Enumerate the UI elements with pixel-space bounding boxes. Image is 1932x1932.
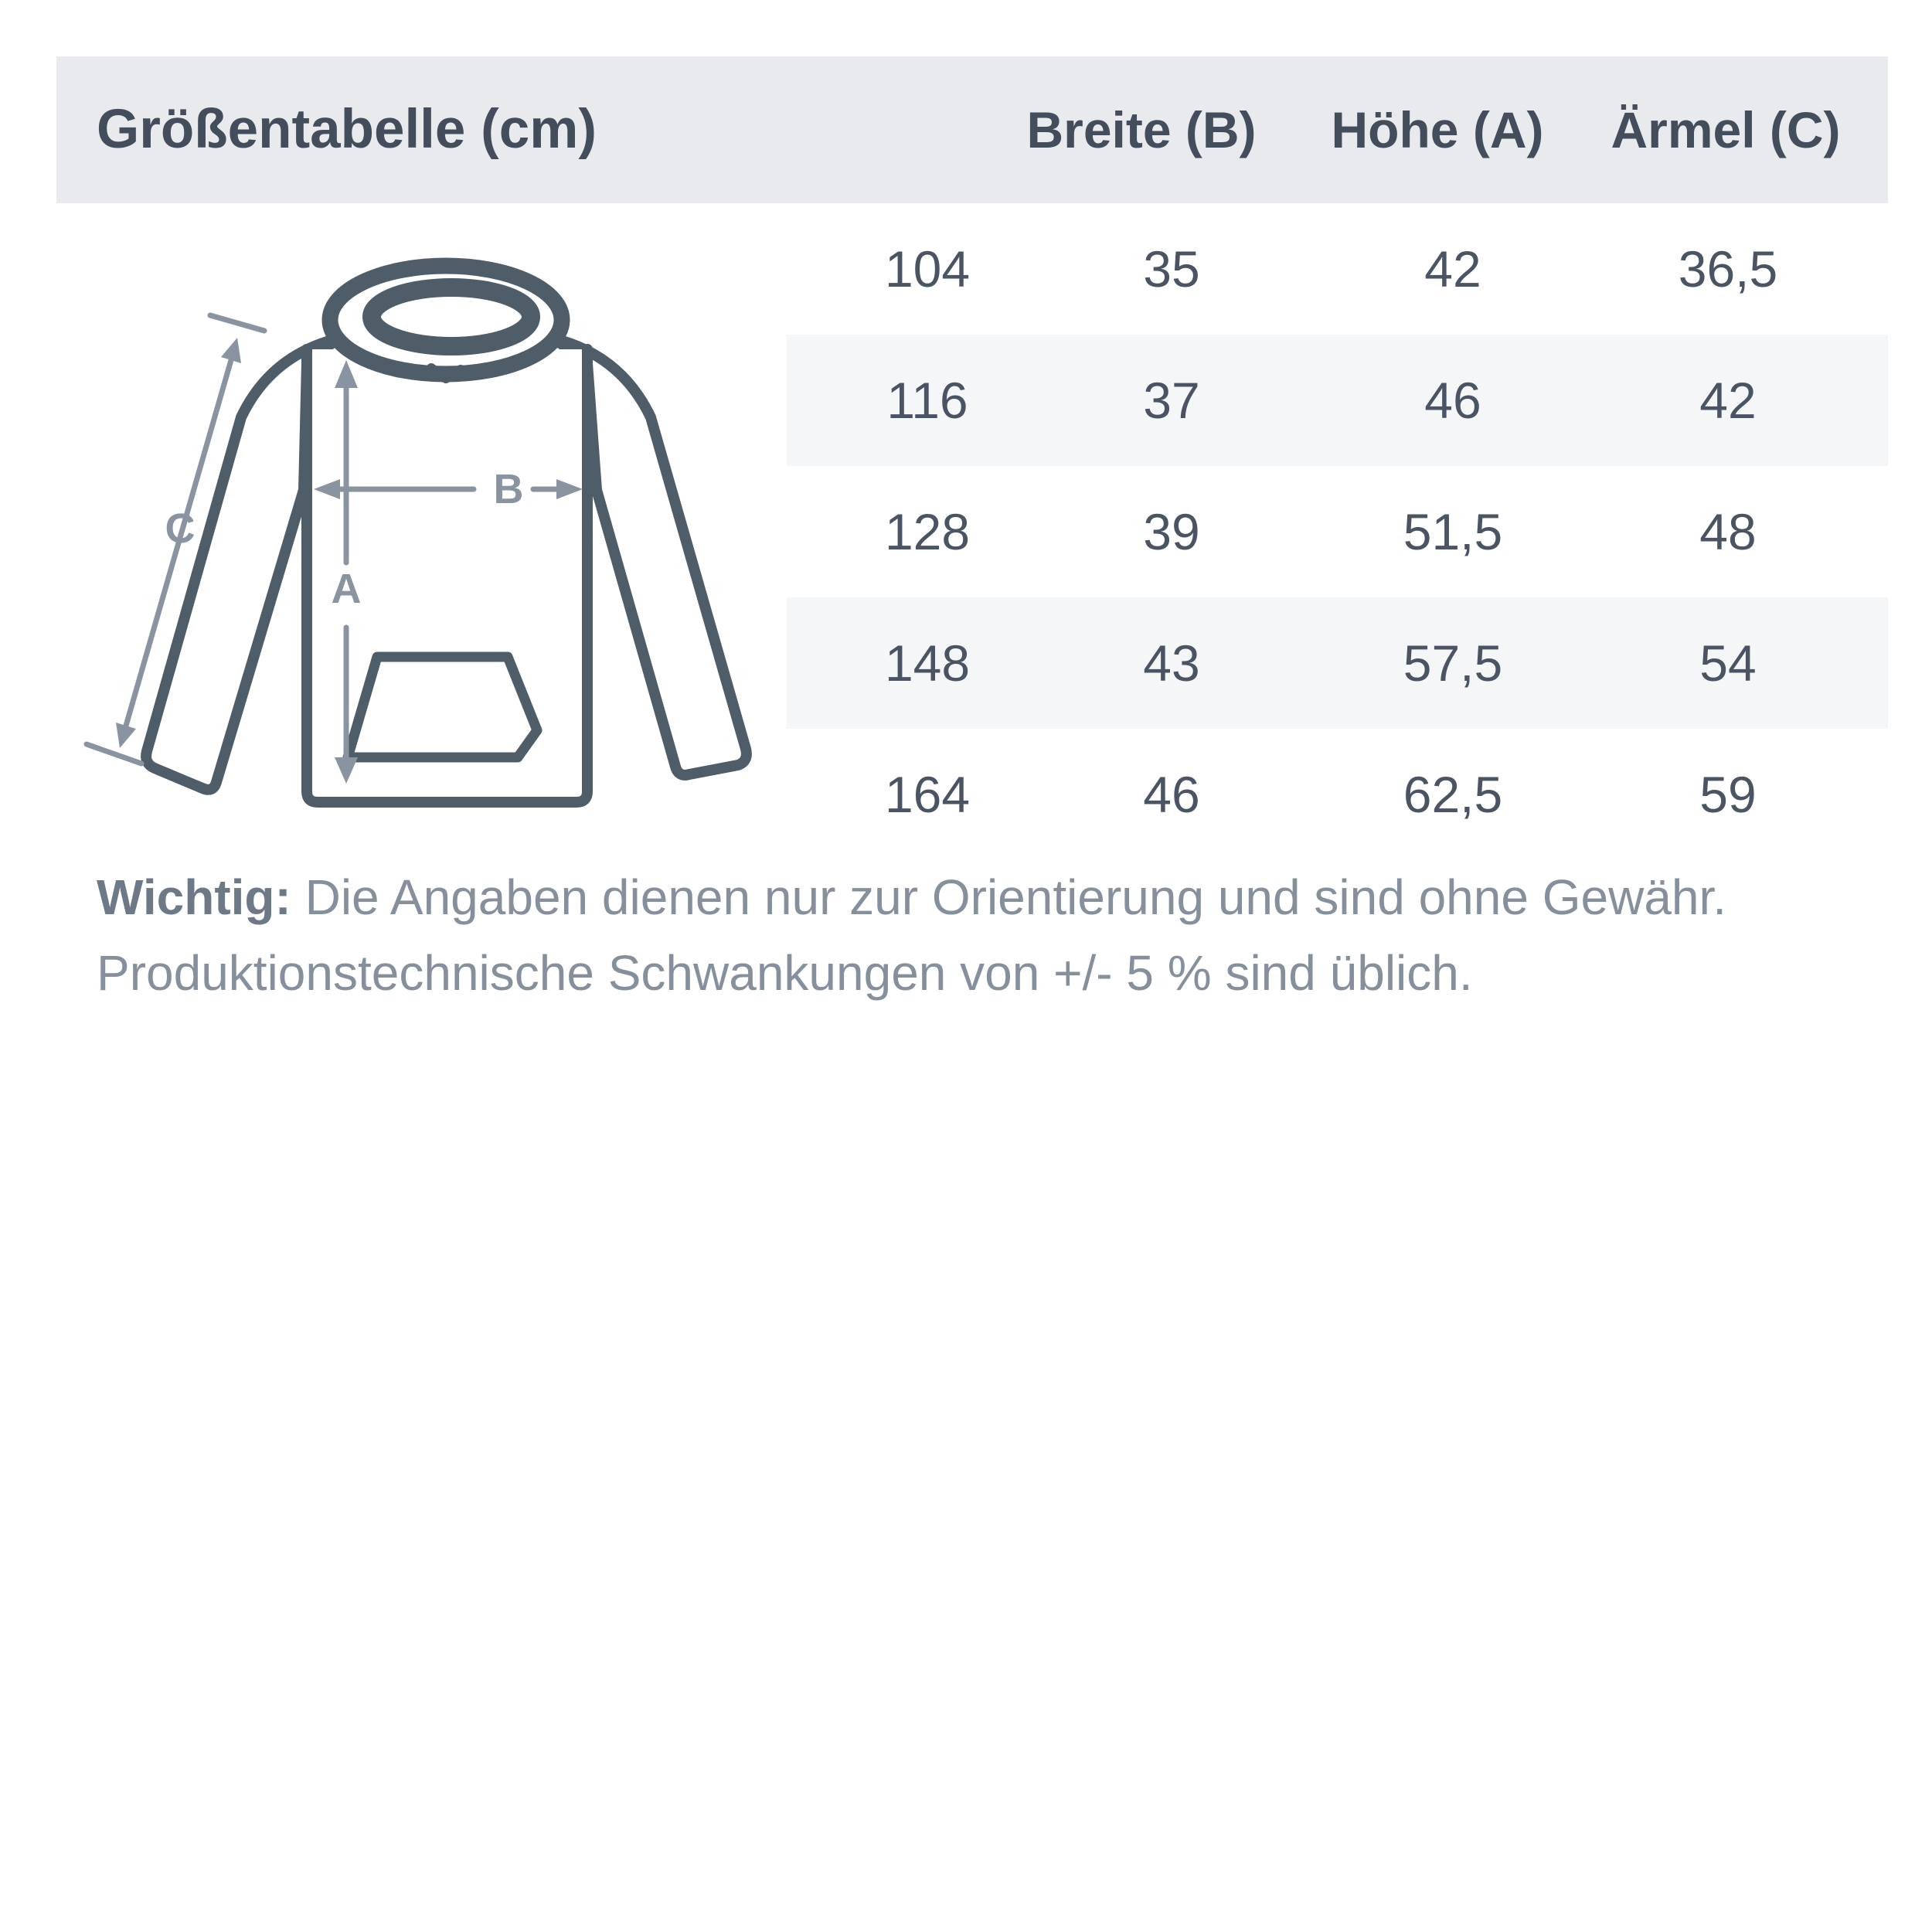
cell-hoehe: 51,5 — [1403, 503, 1503, 560]
extension-tick-c-bottom — [87, 744, 141, 764]
dimension-label-c: C — [165, 505, 196, 552]
cell-breite: 39 — [1143, 503, 1200, 560]
hoodie-pocket — [348, 657, 537, 757]
disclaimer-note — [97, 859, 1874, 1011]
cell-breite: 43 — [1143, 634, 1200, 692]
cell-breite: 35 — [1143, 240, 1200, 298]
cell-breite: 46 — [1143, 766, 1200, 823]
disclaimer-text-2: Produktionstechnische Schwankungen von +/- 5 % sind üblich. — [97, 945, 1473, 1001]
cell-size: 164 — [884, 766, 971, 823]
cell-aermel: 36,5 — [1678, 240, 1778, 298]
arrowhead-c-top — [221, 338, 241, 363]
cell-hoehe: 46 — [1424, 372, 1481, 429]
cell-size: 104 — [884, 240, 971, 298]
column-header-breite: Breite (B) — [1026, 101, 1257, 158]
page-title: Größentabelle (cm) — [97, 99, 597, 160]
cell-size: 128 — [884, 503, 971, 560]
cell-hoehe: 57,5 — [1403, 634, 1503, 692]
cell-hoehe: 62,5 — [1403, 766, 1503, 823]
disclaimer-line-2 — [97, 935, 1874, 1011]
cell-hoehe: 42 — [1424, 240, 1481, 298]
disclaimer-text-1: Die Angaben dienen nur zur Orientierung und sind ohne Gewähr. — [304, 869, 1727, 925]
table-header-bar — [56, 56, 1888, 203]
cell-aermel: 59 — [1699, 766, 1757, 823]
cell-aermel: 48 — [1699, 503, 1757, 560]
hoodie-measurement-diagram — [46, 232, 819, 850]
extension-tick-c-top — [210, 315, 264, 331]
arrowhead-c-bottom — [116, 723, 136, 748]
cell-breite: 37 — [1143, 372, 1200, 429]
dimension-label-b: B — [493, 466, 524, 512]
hood-inner-ring — [372, 287, 531, 346]
cell-size: 148 — [884, 634, 971, 692]
disclaimer-line-1 — [97, 859, 1874, 935]
column-header-aermel: Ärmel (C) — [1611, 101, 1841, 158]
dimension-label-a: A — [331, 566, 362, 612]
disclaimer-label: Wichtig: — [97, 869, 291, 925]
cell-size: 116 — [886, 372, 968, 429]
cell-aermel: 54 — [1699, 634, 1757, 692]
cell-aermel: 42 — [1699, 372, 1757, 429]
column-header-hoehe: Höhe (A) — [1331, 101, 1544, 158]
